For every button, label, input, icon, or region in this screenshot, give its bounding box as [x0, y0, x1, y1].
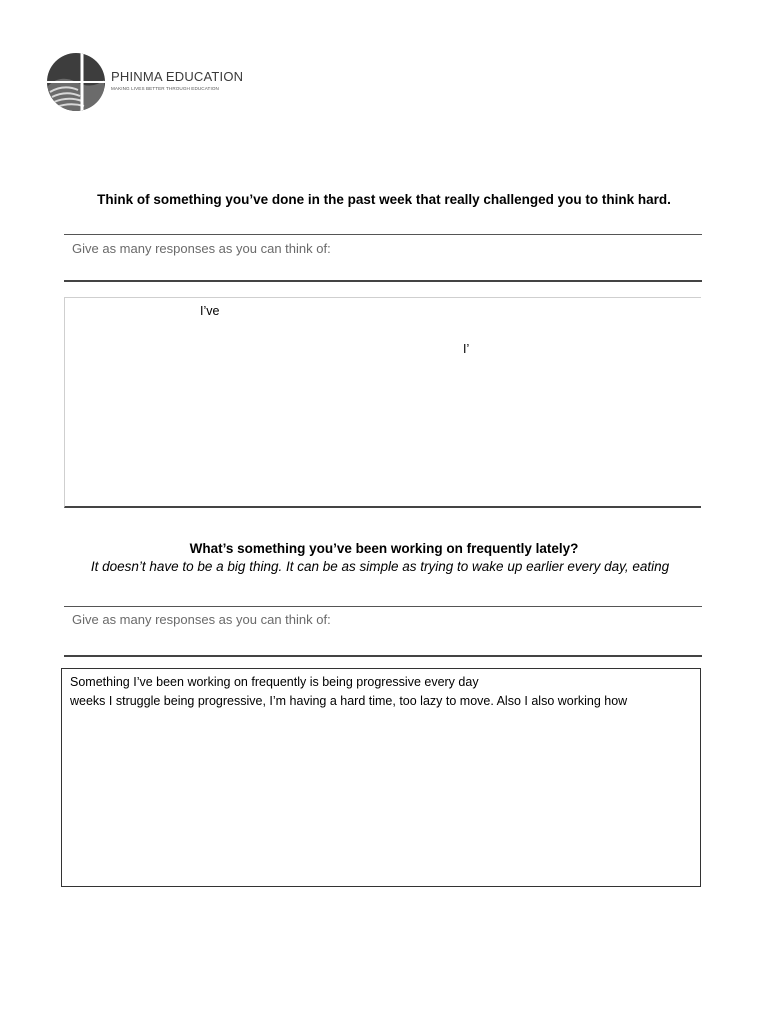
instruction-text-1: Give as many responses as you can think of:: [72, 241, 331, 256]
question-2: What’s something you’ve been working on frequently lately?: [189, 541, 579, 556]
org-name: PHINMA EDUCATION: [111, 69, 244, 84]
instruction-box-2: [64, 606, 702, 657]
response-area-2[interactable]: [61, 668, 701, 887]
question-1: Think of something you’ve done in the past week that really challenged you to think hard.: [97, 192, 671, 207]
response-line: Something I’ve been working on frequently is being progressive every day: [70, 675, 479, 689]
phinma-logo: [46, 52, 246, 114]
response-line: weeks I struggle being progressive, I’m having a hard time, too lazy to move. Also I also working how: [70, 694, 628, 708]
response-fragment: I’ve: [200, 304, 220, 318]
phinma-emblem-icon: [46, 52, 106, 112]
response-area-1[interactable]: [64, 297, 701, 508]
instruction-box-1: [64, 234, 702, 282]
response-fragment: I’: [463, 342, 470, 356]
org-tagline: MAKING LIVES BETTER THROUGH EDUCATION: [111, 86, 219, 91]
question-2-subtext: It doesn’t have to be a big thing. It can be as simple as trying to wake up earlier every day, eating: [90, 559, 670, 574]
instruction-text-2: Give as many responses as you can think of:: [72, 612, 331, 627]
